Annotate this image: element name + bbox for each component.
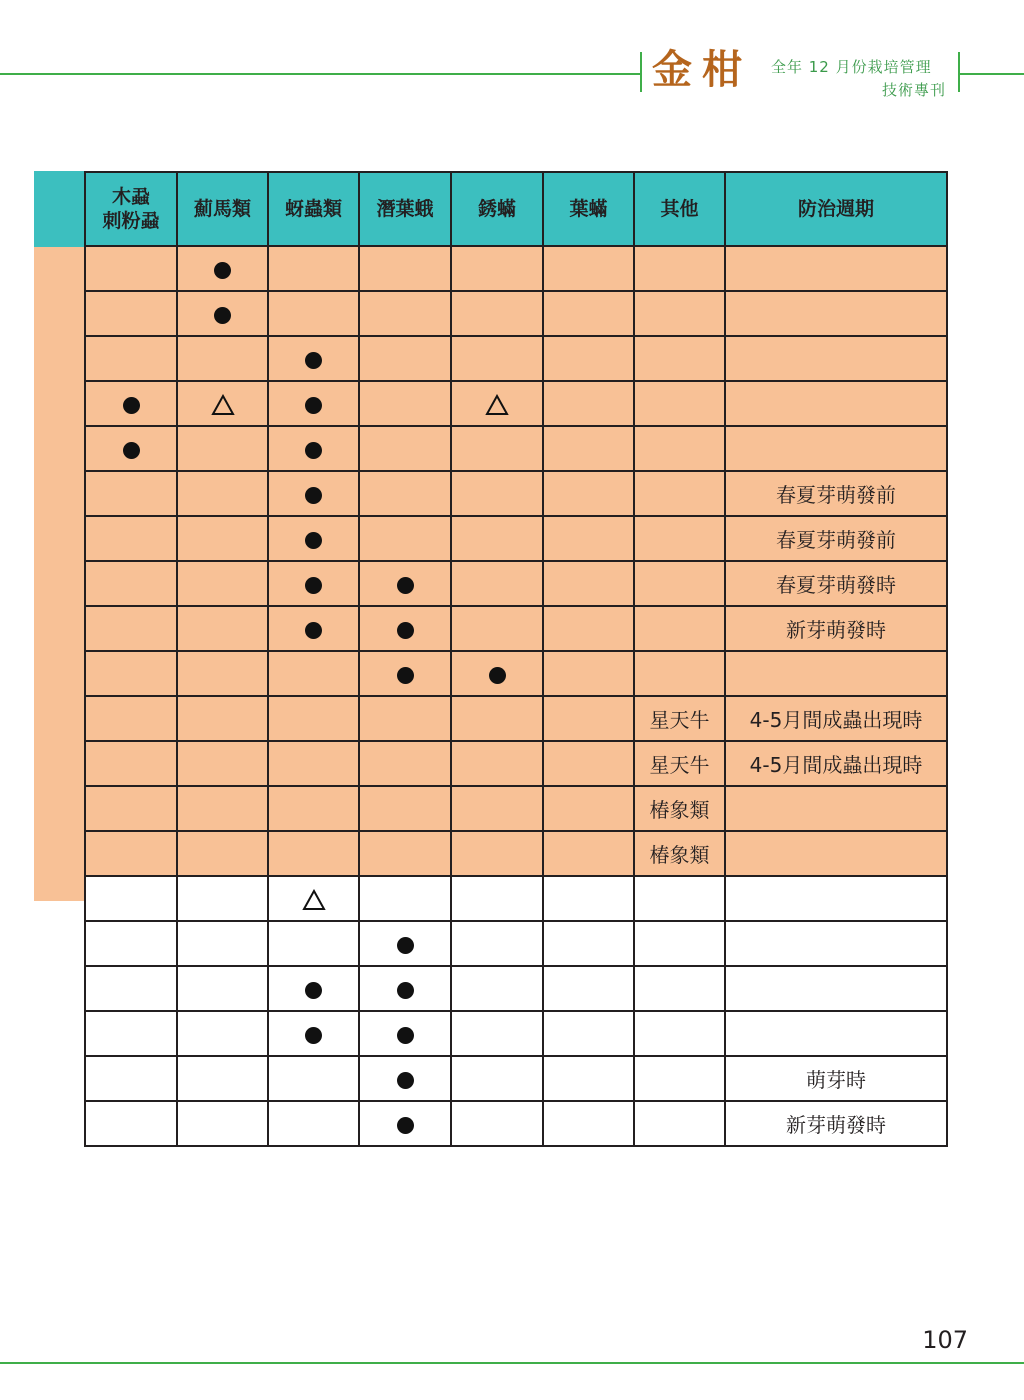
table-cell xyxy=(543,291,634,336)
other-pest-label: 星天牛 xyxy=(649,753,710,777)
table-cell xyxy=(451,516,543,561)
table-cell xyxy=(268,831,359,876)
table-cell xyxy=(543,651,634,696)
filled-dot-mark xyxy=(397,622,414,639)
table-cell xyxy=(85,1011,177,1056)
table-cell xyxy=(359,1101,451,1146)
table-cell xyxy=(543,966,634,1011)
col-header-thrips: 薊馬類 xyxy=(177,172,268,246)
table-cell xyxy=(634,876,725,921)
table-cell xyxy=(359,831,451,876)
table-cell xyxy=(725,831,947,876)
table-cell xyxy=(177,1011,268,1056)
filled-dot-mark xyxy=(123,442,140,459)
table-cell xyxy=(268,786,359,831)
table-cell xyxy=(268,651,359,696)
col-header-control-period: 防治週期 xyxy=(725,172,947,246)
table-cell xyxy=(543,336,634,381)
table-cell xyxy=(268,966,359,1011)
table-cell xyxy=(268,336,359,381)
table-cell xyxy=(359,246,451,291)
table-cell xyxy=(85,291,177,336)
table-cell xyxy=(725,606,947,651)
header-divider-right xyxy=(958,52,960,92)
table-cell xyxy=(634,381,725,426)
table-cell xyxy=(634,471,725,516)
subtitle-line-1: 全年 12 月份栽培管理 xyxy=(771,58,932,76)
table-cell xyxy=(359,1011,451,1056)
control-period-text: 春夏芽萌發時 xyxy=(776,573,896,597)
table-cell xyxy=(451,876,543,921)
table-cell xyxy=(543,381,634,426)
filled-dot-mark xyxy=(123,397,140,414)
filled-dot-mark xyxy=(305,487,322,504)
table-row xyxy=(85,606,947,651)
table-cell xyxy=(359,921,451,966)
table-cell xyxy=(634,966,725,1011)
table-row xyxy=(85,831,947,876)
table-row xyxy=(85,426,947,471)
table-row xyxy=(85,381,947,426)
table-cell xyxy=(177,246,268,291)
table-cell xyxy=(85,246,177,291)
table-cell xyxy=(85,651,177,696)
table-row xyxy=(85,1011,947,1056)
table-cell xyxy=(725,696,947,741)
table-cell xyxy=(359,426,451,471)
col-header-psyllid: 木蝨 刺粉蝨 xyxy=(85,172,177,246)
table-cell xyxy=(451,1101,543,1146)
left-strip-teal xyxy=(34,171,84,247)
table-cell xyxy=(85,516,177,561)
filled-dot-mark xyxy=(214,307,231,324)
table-cell xyxy=(359,741,451,786)
filled-dot-mark xyxy=(305,982,322,999)
table-cell xyxy=(451,696,543,741)
table-cell xyxy=(451,471,543,516)
table-cell xyxy=(268,741,359,786)
table-cell xyxy=(177,651,268,696)
table-cell xyxy=(177,291,268,336)
table-cell xyxy=(634,291,725,336)
table-cell xyxy=(725,921,947,966)
control-period-text: 新芽萌發時 xyxy=(786,1113,886,1137)
table-row xyxy=(85,741,947,786)
table-row xyxy=(85,696,947,741)
table-cell xyxy=(268,426,359,471)
table-cell xyxy=(85,876,177,921)
filled-dot-mark xyxy=(397,577,414,594)
table-cell xyxy=(359,876,451,921)
table-cell xyxy=(725,246,947,291)
table-cell xyxy=(634,786,725,831)
table-cell xyxy=(177,831,268,876)
table-row xyxy=(85,921,947,966)
table-row xyxy=(85,1101,947,1146)
table-cell xyxy=(268,246,359,291)
table-cell xyxy=(543,1056,634,1101)
table-cell xyxy=(268,876,359,921)
table-cell xyxy=(543,561,634,606)
table-cell xyxy=(725,381,947,426)
table-cell xyxy=(85,786,177,831)
table-cell xyxy=(543,606,634,651)
table-cell xyxy=(725,786,947,831)
table-cell xyxy=(359,696,451,741)
table-cell xyxy=(725,741,947,786)
table-cell xyxy=(177,696,268,741)
table-cell xyxy=(268,921,359,966)
table-cell xyxy=(634,921,725,966)
footer-rule xyxy=(0,1362,1024,1364)
filled-dot-mark xyxy=(305,442,322,459)
filled-dot-mark xyxy=(305,352,322,369)
table-row xyxy=(85,471,947,516)
table-cell xyxy=(359,786,451,831)
table-cell xyxy=(725,1056,947,1101)
table-cell xyxy=(451,291,543,336)
table-cell xyxy=(268,1056,359,1101)
table-cell xyxy=(359,561,451,606)
filled-dot-mark xyxy=(397,1027,414,1044)
table-cell xyxy=(725,561,947,606)
table-cell xyxy=(451,741,543,786)
table-cell xyxy=(177,876,268,921)
col-header-leafminer: 潛葉蛾 xyxy=(359,172,451,246)
table-cell xyxy=(543,921,634,966)
table-row xyxy=(85,966,947,1011)
col-header-aphids: 蚜蟲類 xyxy=(268,172,359,246)
table-cell xyxy=(359,966,451,1011)
table-cell xyxy=(177,741,268,786)
header-rule-right xyxy=(958,73,1024,75)
table-cell xyxy=(451,1056,543,1101)
table-cell xyxy=(543,696,634,741)
triangle-mark xyxy=(211,394,235,416)
table-cell xyxy=(359,1056,451,1101)
table-cell xyxy=(268,696,359,741)
table-cell xyxy=(634,246,725,291)
table-cell xyxy=(177,561,268,606)
table-cell xyxy=(85,381,177,426)
control-period-text: 春夏芽萌發前 xyxy=(776,528,896,552)
table-cell xyxy=(451,921,543,966)
table-cell xyxy=(451,381,543,426)
table-cell xyxy=(543,246,634,291)
table-cell xyxy=(177,1101,268,1146)
table-cell xyxy=(543,876,634,921)
table-cell xyxy=(543,786,634,831)
table-cell xyxy=(451,786,543,831)
filled-dot-mark xyxy=(305,577,322,594)
table-cell xyxy=(359,471,451,516)
table-cell xyxy=(268,291,359,336)
table-cell xyxy=(85,426,177,471)
table-cell xyxy=(268,1101,359,1146)
filled-dot-mark xyxy=(305,622,322,639)
table-cell xyxy=(543,471,634,516)
left-strip-orange xyxy=(34,247,84,901)
filled-dot-mark xyxy=(397,937,414,954)
table-row xyxy=(85,786,947,831)
table-cell xyxy=(85,1101,177,1146)
filled-dot-mark xyxy=(489,667,506,684)
table-cell xyxy=(359,516,451,561)
filled-dot-mark xyxy=(305,397,322,414)
header-divider-left xyxy=(640,52,642,92)
table-cell xyxy=(543,1101,634,1146)
table-cell xyxy=(725,1011,947,1056)
table-cell xyxy=(177,516,268,561)
triangle-mark xyxy=(485,394,509,416)
table-cell xyxy=(268,1011,359,1056)
table-cell xyxy=(725,876,947,921)
table-cell xyxy=(634,606,725,651)
triangle-mark xyxy=(302,889,326,911)
table-row xyxy=(85,516,947,561)
table-cell xyxy=(85,921,177,966)
filled-dot-mark xyxy=(305,532,322,549)
control-period-text: 4-5月間成蟲出現時 xyxy=(749,753,923,777)
filled-dot-mark xyxy=(397,1072,414,1089)
table-cell xyxy=(451,651,543,696)
table-cell xyxy=(543,516,634,561)
table-cell xyxy=(85,606,177,651)
table-cell xyxy=(451,606,543,651)
col-header-spider-mite: 葉蟎 xyxy=(543,172,634,246)
table-cell xyxy=(85,336,177,381)
table-cell xyxy=(634,1101,725,1146)
table-cell xyxy=(85,696,177,741)
table-header-row xyxy=(85,172,947,246)
table-cell xyxy=(85,741,177,786)
other-pest-label: 星天牛 xyxy=(649,708,710,732)
table-cell xyxy=(451,246,543,291)
table-cell xyxy=(177,336,268,381)
table-cell xyxy=(634,696,725,741)
table-cell xyxy=(85,561,177,606)
table-cell xyxy=(634,651,725,696)
table-cell xyxy=(725,426,947,471)
table-cell xyxy=(177,786,268,831)
table-row xyxy=(85,336,947,381)
table-cell xyxy=(359,651,451,696)
table-cell xyxy=(451,966,543,1011)
table-cell xyxy=(634,336,725,381)
other-pest-label: 椿象類 xyxy=(649,798,710,822)
table-cell xyxy=(634,1056,725,1101)
table-row xyxy=(85,246,947,291)
table-cell xyxy=(634,516,725,561)
table-cell xyxy=(268,381,359,426)
table-cell xyxy=(634,831,725,876)
table-cell xyxy=(85,1056,177,1101)
table-cell xyxy=(725,966,947,1011)
table-cell xyxy=(451,426,543,471)
table-cell xyxy=(543,741,634,786)
filled-dot-mark xyxy=(397,982,414,999)
other-pest-label: 椿象類 xyxy=(649,843,710,867)
table-cell xyxy=(451,561,543,606)
table-cell xyxy=(543,426,634,471)
header-rule-left xyxy=(0,73,640,75)
filled-dot-mark xyxy=(305,1027,322,1044)
table-cell xyxy=(725,516,947,561)
table-row xyxy=(85,876,947,921)
table-cell xyxy=(177,426,268,471)
table-cell xyxy=(177,966,268,1011)
table-cell xyxy=(268,471,359,516)
control-period-text: 4-5月間成蟲出現時 xyxy=(749,708,923,732)
table-cell xyxy=(543,831,634,876)
table-cell xyxy=(634,1011,725,1056)
table-cell xyxy=(85,966,177,1011)
table-row xyxy=(85,291,947,336)
table-cell xyxy=(177,471,268,516)
table-cell xyxy=(177,381,268,426)
table-cell xyxy=(725,336,947,381)
pest-control-table xyxy=(84,171,948,1147)
table-cell xyxy=(359,336,451,381)
brand-title: 金柑 xyxy=(652,46,752,93)
table-cell xyxy=(177,606,268,651)
table-cell xyxy=(634,561,725,606)
filled-dot-mark xyxy=(397,1117,414,1134)
table-cell xyxy=(725,651,947,696)
table-cell xyxy=(634,741,725,786)
table-cell xyxy=(451,831,543,876)
table-cell xyxy=(634,426,725,471)
table-cell xyxy=(725,291,947,336)
table-cell xyxy=(85,831,177,876)
control-period-text: 萌芽時 xyxy=(806,1068,866,1092)
subtitle-line-2: 技術專刊 xyxy=(881,81,946,99)
col-header-rust-mite: 銹蟎 xyxy=(451,172,543,246)
table-cell xyxy=(177,1056,268,1101)
table-cell xyxy=(451,1011,543,1056)
table-cell xyxy=(725,1101,947,1146)
table-cell xyxy=(268,561,359,606)
col-header-other: 其他 xyxy=(634,172,725,246)
table-cell xyxy=(268,516,359,561)
table-cell xyxy=(725,471,947,516)
page-number: 107 xyxy=(922,1326,968,1354)
control-period-text: 新芽萌發時 xyxy=(786,618,886,642)
table-row xyxy=(85,561,947,606)
table-row xyxy=(85,651,947,696)
table-cell xyxy=(451,336,543,381)
table-cell xyxy=(359,381,451,426)
filled-dot-mark xyxy=(397,667,414,684)
table-cell xyxy=(177,921,268,966)
filled-dot-mark xyxy=(214,262,231,279)
table-cell xyxy=(85,471,177,516)
table-cell xyxy=(543,1011,634,1056)
table-cell xyxy=(268,606,359,651)
table-row xyxy=(85,1056,947,1101)
table-cell xyxy=(359,291,451,336)
control-period-text: 春夏芽萌發前 xyxy=(776,483,896,507)
table-cell xyxy=(359,606,451,651)
